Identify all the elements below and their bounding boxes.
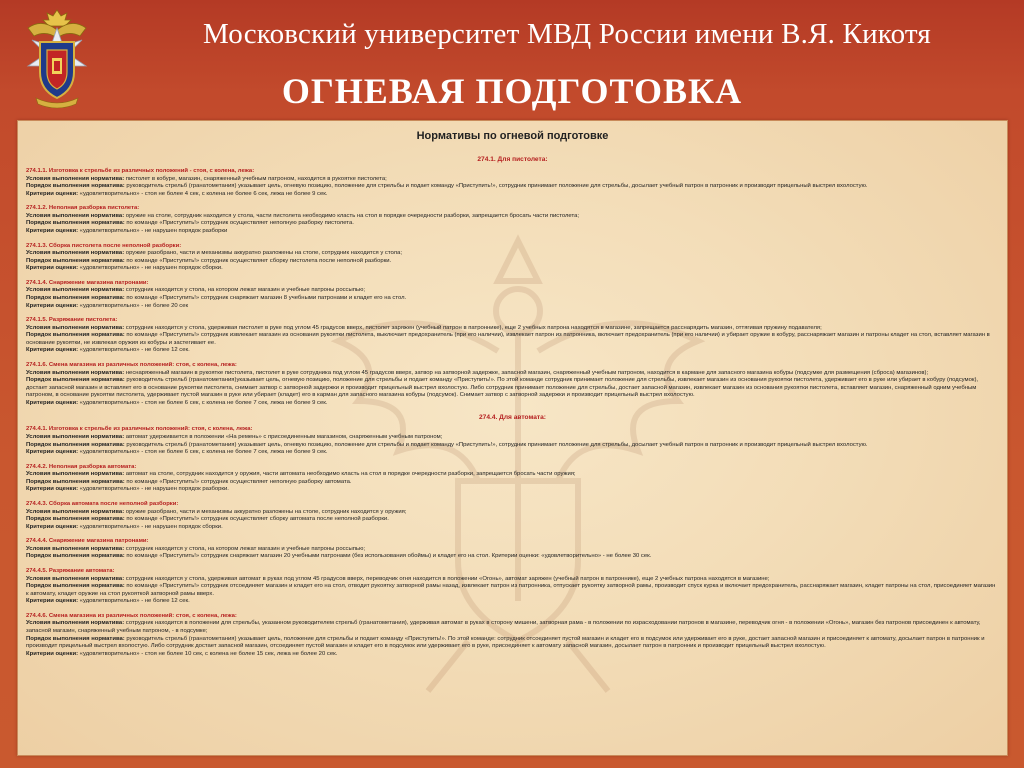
- item-line: Критерии оценки: «удовлетворительно» - стоя не более 10 сек, с колена не более 15 сек, лежа не более 20 сек.: [26, 650, 338, 657]
- document-title: Нормативы по огневой подготовке: [416, 130, 609, 142]
- item-line: Порядок выполнения норматива: руководитель стрельб (гранатометания)указывает цель, огневую позицию, положение для стрельбы и подает команду «Приступить!». По этой команде сотрудник принимает положение для стрельбы, извлекает магазин из основания рукоятки пистолета, удерживает его в руке или убирает в кобуру (подсумок), достает запасной магазин и вставляет его в основание рукоятки пистолета, снимает затвор с затворной задержки и производит прицельный выстрел вхолостую. Либо сотрудник принимает положение для стрельбы, достает запасной магазин, извлекает магазин из основания рукоятки пистолета, вставляет магазин, снаряженный одним учебным патроном, в основание рукоятки пистолета, удерживает пустой магазин в руке или убирает (кладет) его в карман для запасного магазина кобуры (подсумок). Снимает затвор с затворной задержки и производит прицельный выстрел вхолостую.: [26, 377, 979, 399]
- item-line: Критерии оценки: «удовлетворительно» - не нарушен порядок сборки.: [26, 265, 223, 272]
- item-line: Критерии оценки: «удовлетворительно» - не нарушен порядок разборки: [26, 227, 228, 234]
- university-name: Московский университет МВД России имени В.Я. Кикотя: [203, 18, 931, 50]
- item-title: 274.1.1. Изготовка к стрельбе из различных положений - стоя, с колена, лежа:: [26, 168, 255, 174]
- item-line: Критерии оценки: «удовлетворительно» - не более 12 сек.: [26, 598, 190, 605]
- item-line: Условия выполнения норматива: неснаряженный магазин в рукоятке пистолета, пистолет в руке сотрудника под углом 45 градусов вверх, затвор на затворной задержке, запасной магазин, снаряженный учебным патроном, находится в кармане для запасного магазина кобуры (подсумке для размещения (сброса) магазинов);: [26, 369, 929, 376]
- item-line: Условия выполнения норматива: оружие на столе, сотрудник находится у стола, части пистолета необходимо класть на стол в порядке очередности разборки, запрещается бросать части пистолета;: [26, 212, 580, 219]
- document-content: [26, 121, 999, 665]
- item-line: Критерии оценки: «удовлетворительно» - стоя не более 6 сек, с колена не более 7 сек, лежа не более 9 сек.: [26, 399, 328, 406]
- list-item: [26, 168, 999, 198]
- list-item: [26, 426, 999, 456]
- list-item: [26, 568, 999, 606]
- item-title: 274.1.6. Смена магазина из различных положений: стоя, с колена, лежа:: [26, 362, 237, 368]
- item-line: Критерии оценки: «удовлетворительно» - стоя не более 6 сек, с колена не более 7 сек, лежа не более 9 сек.: [26, 449, 328, 456]
- item-line: Условия выполнения норматива: сотрудник находится в положении для стрельбы, указанном руководителем стрельб (гранатометания), удерживая автомат в руках в сторону мишени, затворная рама - в положении по израсходовании патронов в магазине, переводчик огня - в положении «Огонь», магазин без патронов присоединен к автомату, запасной магазин, снаряженный учебным патроном, - в подсумке;: [26, 620, 981, 634]
- section-rifle: [26, 414, 999, 658]
- list-item: [26, 317, 999, 355]
- item-title: 274.1.3. Сборка пистолета после неполной разборки:: [26, 242, 182, 249]
- section-title: 274.4. Для автомата:: [479, 414, 546, 422]
- item-line: Порядок выполнения норматива: по команде «Приступить!» сотрудник снаряжает магазин 20 учебными патронами (без использования обоймы) и кладет его на стол. Критерии оценки: «удовлетворительно» - не более 30 сек.: [26, 553, 652, 560]
- item-line: Условия выполнения норматива: сотрудник находится у стола, удерживая пистолет в руке под углом 45 градусов вверх, пистолет заряжен (учебный патрон в патроннике), еще 2 учебных патрона находятся в магазине, запрещается расснарядить магазин, оттягивая пружину подавателя;: [26, 324, 822, 331]
- section-pistol: [26, 156, 999, 407]
- item-line: Порядок выполнения норматива: по команде «Приступить!» сотрудник отсоединяет магазин и кладет его на стол, отводит рукоятку затворной рамы назад, извлекает патрон из патронника, отпускает рукоятку затворной рамы, производит спуск курка и включает предохранитель, расснаряжает магазин, кладет патроны на стол, присоединяет магазин к автомату, кладет оружие на стол рукояткой затворной рамы вверх.: [26, 583, 996, 597]
- item-title: 274.1.4. Снаряжение магазина патронами:: [26, 279, 149, 286]
- item-line: Условия выполнения норматива: сотрудник находится у стола, на котором лежат магазин и учебные патроны россыпью;: [26, 287, 366, 294]
- item-title: 274.4.4. Снаряжение магазина патронами:: [26, 538, 149, 545]
- item-line: Условия выполнения норматива: сотрудник находится у стола, на котором лежат магазин и учебные патроны россыпью;: [26, 545, 366, 552]
- list-item: [26, 501, 999, 531]
- item-line: Условия выполнения норматива: сотрудник находится у стола, удерживая автомат в руках под углом 45 градусов вверх, переводчик огня находится в положении «Огонь», автомат заряжен (учебный патрон в патроннике), еще 2 учебных патрона находятся в магазине;: [26, 575, 770, 582]
- item-title: 274.4.1. Изготовка к стрельбе из различных положений: стоя, с колена, лежа:: [26, 426, 253, 433]
- item-line: Порядок выполнения норматива: по команде «Приступить!» сотрудник извлекает магазин из основания рукоятки пистолета, выключает предохранитель (при его наличии), извлекает патрон из патронника, включает предохранитель (при его наличии) и убирает оружие в кобуру, расснаряжает магазин и патроны кладет на стол, вставляет магазин в основание рукоятки, не извлекая оружия из кобуры и застегивает ее.: [26, 332, 990, 346]
- list-item: [26, 613, 999, 658]
- item-line: Критерии оценки: «удовлетворительно» - не нарушен порядок разборки.: [26, 486, 229, 493]
- item-title: 274.1.2. Неполная разборка пистолета:: [26, 205, 140, 212]
- item-line: Условия выполнения норматива: автомат удерживается в положении «На ремень» с присоединенным магазином, снаряженным учебным патроном;: [26, 433, 443, 440]
- page-title: ОГНЕВАЯ ПОДГОТОВКА: [281, 71, 743, 111]
- item-line: Условия выполнения норматива: пистолет в кобуре, магазин, снаряженный учебным патроном, находится в рукоятке пистолета;: [26, 175, 387, 182]
- item-title: 274.4.2. Неполная разборка автомата:: [26, 463, 137, 470]
- item-line: Критерии оценки: «удовлетворительно» - не более 12 сек.: [26, 347, 190, 354]
- header: [0, 0, 1024, 118]
- item-line: Условия выполнения норматива: автомат на столе, сотрудник находится у оружия, части автомата необходимо класть на стол в порядке очередности разборки, запрещается бросать части оружия;: [26, 471, 576, 478]
- item-line: Условия выполнения норматива: оружие разобрано, части и механизмы аккуратно разложены на столе, сотрудник находится у оружия;: [26, 508, 407, 515]
- item-line: Порядок выполнения норматива: руководитель стрельб (гранатометания) указывает цель, огневую позицию, положение для стрельбы и подает команду «Приступить!», сотрудник принимает положение для стрельбы, досылает учебный патрон в патронник и производит прицельный выстрел вхолостую.: [26, 183, 868, 190]
- item-line: Критерии оценки: «удовлетворительно» - стоя не более 4 сек, с колена не более 6 сек, лежа не более 9 сек.: [26, 190, 328, 197]
- content-panel: [17, 120, 1008, 756]
- item-line: Порядок выполнения норматива: по команде «Приступить!» сотрудник осуществляет сборку автомата после неполной разборки.: [26, 516, 389, 523]
- item-line: Порядок выполнения норматива: по команде «Приступить!» сотрудник осуществляет неполную разборку пистолета.: [26, 220, 354, 227]
- item-line: Критерии оценки: «удовлетворительно» - не более 20 сек: [26, 302, 189, 309]
- list-item: [26, 205, 999, 235]
- list-item: [26, 243, 999, 273]
- item-title: 274.4.3. Сборка автомата после неполной разборки:: [26, 501, 179, 508]
- item-line: Порядок выполнения норматива: руководитель стрельб (гранатометания) указывает цель, огневую позицию, положение для стрельбы и подает команду «Приступить!», сотрудник принимает положение для стрельбы, досылает учебный патрон в патронник и производит прицельный выстрел вхолостую.: [26, 441, 868, 448]
- list-item: [26, 280, 999, 310]
- section-title: 274.1. Для пистолета:: [477, 156, 548, 163]
- item-line: Условия выполнения норматива: оружие разобрано, части и механизмы аккуратно разложены на столе, сотрудник находится у стола;: [26, 250, 402, 257]
- item-line: Порядок выполнения норматива: по команде «Приступить!» сотрудник снаряжает магазин 8 учебными патронами и кладет его на стол.: [26, 294, 407, 301]
- item-title: 274.4.6. Смена магазина из различных положений: стоя, с колена, лежа:: [26, 612, 237, 619]
- list-item: [26, 362, 999, 407]
- list-item: [26, 464, 999, 494]
- item-line: Порядок выполнения норматива: руководитель стрельб (гранатометания) указывает цель, положение для стрельбы и подает команду «Приступить!». По этой команде: сотрудник отсоединяет пустой магазин и кладет его в подсумок или удерживает его в руке, достает запасной магазин и присоединяет к автомату, досылает патрон в патронник и производит прицельный выстрел вхолостую. Либо сотрудник достает запасной магазин, отсоединяет пустой магазин и кладет его в подсумок или удерживает его в руке, присоединяет к автомату запасной магазин, досылает патрон в патронник и производит прицельный выстрел вхолостую.: [26, 635, 985, 650]
- item-title: 274.4.5. Разряжание автомата:: [26, 568, 115, 574]
- item-line: Критерии оценки: «удовлетворительно» - не нарушен порядок сборки.: [26, 523, 223, 530]
- item-line: Порядок выполнения норматива: по команде «Приступить!» сотрудник осуществляет сборку пистолета после неполной разборки.: [26, 257, 392, 264]
- item-line: Порядок выполнения норматива: по команде «Приступить!» сотрудник осуществляет неполную разборку автомата.: [26, 478, 352, 485]
- item-title: 274.1.5. Разряжание пистолета:: [26, 317, 118, 324]
- list-item: [26, 538, 999, 561]
